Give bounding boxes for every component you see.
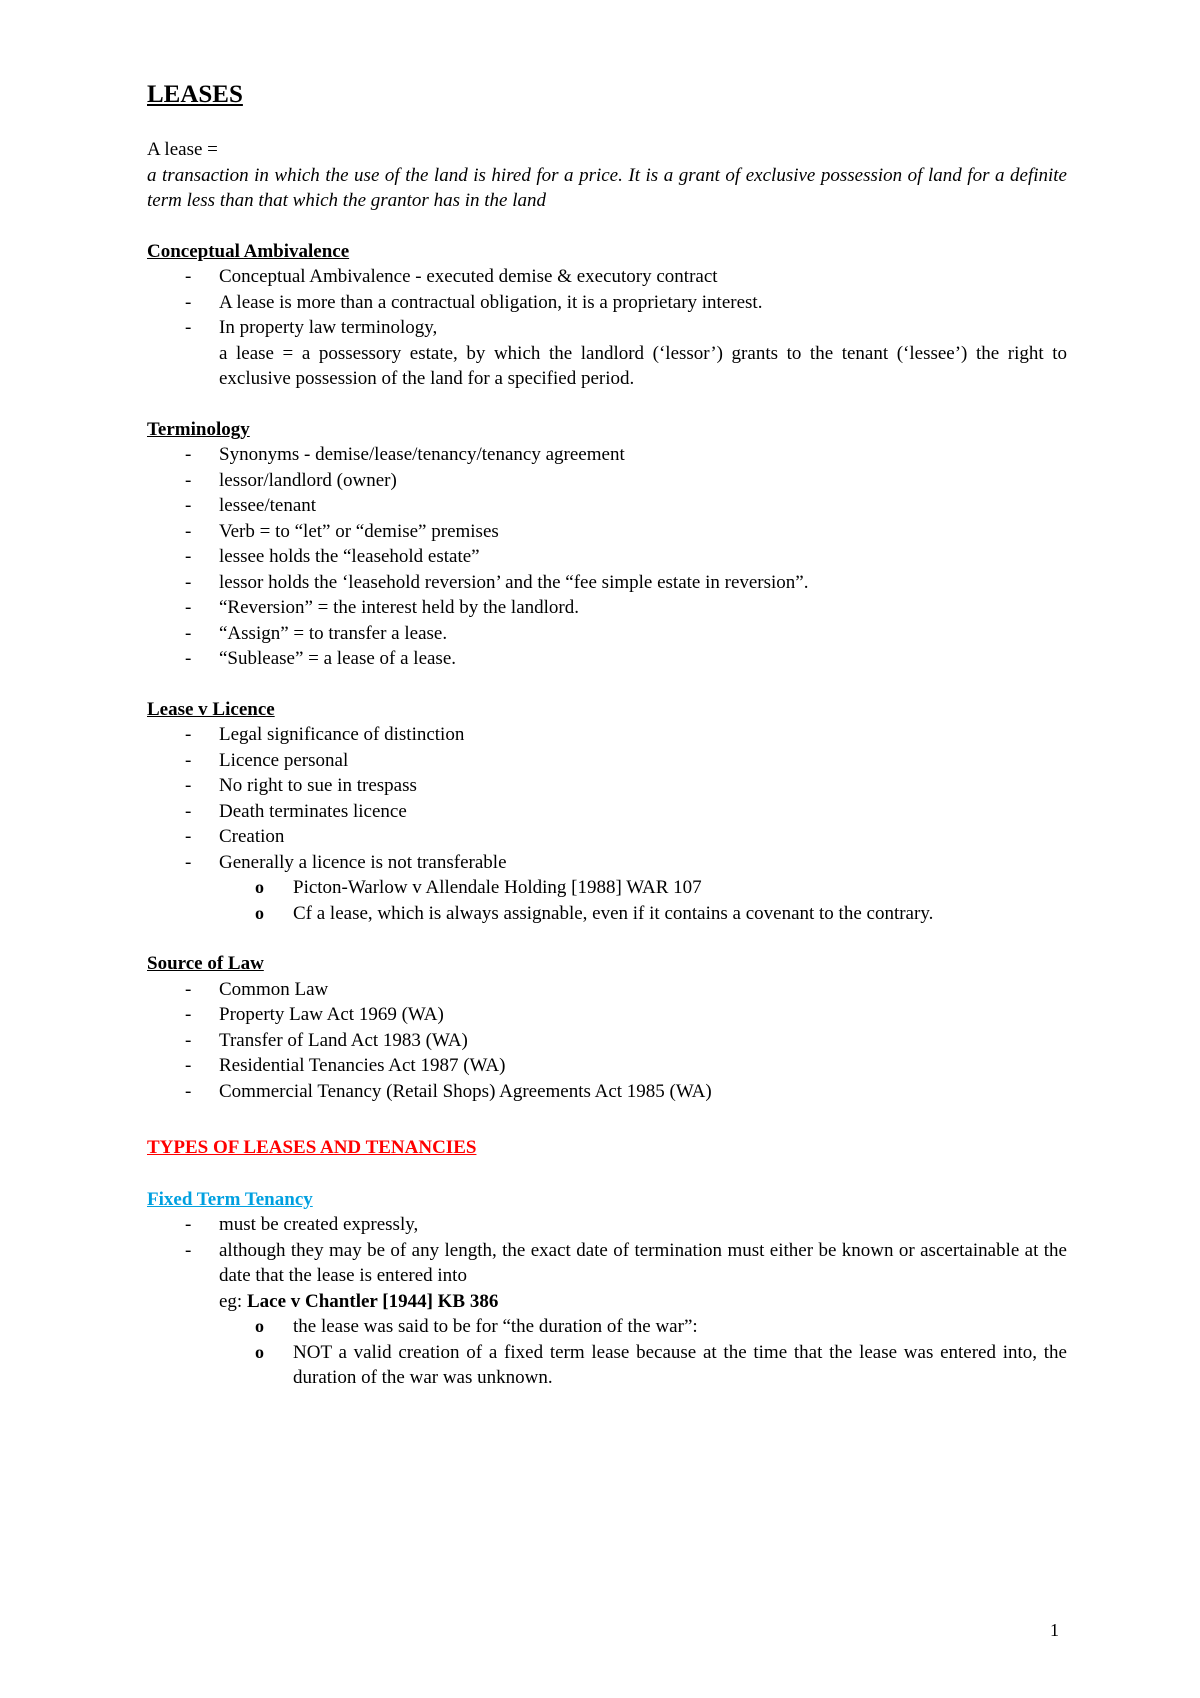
list-item: - Creation — [147, 824, 1067, 850]
list-item: - Residential Tenancies Act 1987 (WA) — [147, 1053, 1067, 1079]
section-heading: Source of Law — [147, 953, 264, 974]
section-conceptual-ambivalence — [147, 239, 1067, 392]
list-item: - Common Law — [147, 977, 1067, 1003]
list-item-line: - although they may be of any length, the exact date of termination must either be known or ascertainable at the date that the lease is entered into — [219, 1239, 1067, 1286]
sub-bullet-list — [219, 875, 1067, 926]
section-terminology — [147, 417, 1067, 672]
list-item: - No right to sue in trespass — [147, 773, 1067, 799]
list-item-line: a lease = a possessory estate, by which the landlord (‘lessor’) grants to the tenant (‘lessee’) the right to exclusive possession of the land for a specified period. — [219, 342, 1067, 389]
bullet-list — [147, 722, 1067, 926]
definition-text: a transaction in which the use of the land is hired for a price. It is a grant of exclusive possession of land for a definite term less than that which the grantor has in the land — [147, 164, 1067, 211]
sub-list-item: o Picton-Warlow v Allendale Holding [1988] WAR 107 — [147, 875, 1067, 901]
document-content — [147, 80, 1067, 1391]
bullet-list — [147, 442, 1067, 672]
list-item — [147, 850, 1067, 927]
section-heading: Terminology — [147, 418, 250, 440]
example-prefix: eg: — [219, 1290, 247, 1312]
list-item: - “Sublease” = a lease of a lease. — [147, 646, 1067, 672]
bullet-list — [147, 977, 1067, 1105]
list-item: - lessor/landlord (owner) — [147, 468, 1067, 494]
sub-list-item: o NOT a valid creation of a fixed term lease because at the time that the lease was entered into, the duration of the war was unknown. — [147, 1340, 1067, 1391]
list-item: - Death terminates licence — [147, 799, 1067, 825]
list-item: - “Assign” = to transfer a lease. — [147, 621, 1067, 647]
list-item: - must be created expressly, — [147, 1212, 1067, 1238]
list-item: - lessee holds the “leasehold estate” — [147, 544, 1067, 570]
list-item — [147, 1238, 1067, 1391]
page-title: LEASES — [147, 81, 243, 108]
list-item-line: - Generally a licence is not transferable — [219, 851, 507, 873]
list-item: - Transfer of Land Act 1983 (WA) — [147, 1028, 1067, 1054]
page-number: 1 — [1050, 1620, 1059, 1640]
section-heading: Conceptual Ambivalence — [147, 240, 350, 262]
list-item-line: - In property law terminology, — [219, 317, 438, 338]
section-heading: Lease v Licence — [147, 698, 275, 720]
case-citation: Lace v Chantler [1944] KB 386 — [246, 1290, 499, 1312]
bullet-list — [147, 1212, 1067, 1391]
list-item: - Commercial Tenancy (Retail Shops) Agreements Act 1985 (WA) — [147, 1079, 1067, 1105]
list-item: - lessee/tenant — [147, 493, 1067, 519]
section-source-of-law — [147, 951, 1067, 1104]
list-item: - Verb = to “let” or “demise” premises — [147, 519, 1067, 545]
list-item — [147, 315, 1067, 392]
definition-label: A lease = — [147, 139, 218, 160]
bullet-list — [147, 264, 1067, 392]
list-item: - “Reversion” = the interest held by the landlord. — [147, 595, 1067, 621]
list-item: - A lease is more than a contractual obligation, it is a proprietary interest. — [147, 290, 1067, 316]
list-item: - Property Law Act 1969 (WA) — [147, 1002, 1067, 1028]
types-heading: TYPES OF LEASES AND TENANCIES — [147, 1137, 477, 1158]
list-item: - Conceptual Ambivalence - executed demise & executory contract — [147, 264, 1067, 290]
example-line — [219, 1289, 1067, 1315]
section-lease-v-licence — [147, 697, 1067, 927]
list-item: - Synonyms - demise/lease/tenancy/tenancy agreement — [147, 442, 1067, 468]
list-item: - Licence personal — [147, 748, 1067, 774]
section-fixed-term-tenancy — [147, 1187, 1067, 1391]
list-item: - lessor holds the ‘leasehold reversion’ and the “fee simple estate in reversion”. — [147, 570, 1067, 596]
sub-list-item: o Cf a lease, which is always assignable, even if it contains a covenant to the contrary. — [147, 901, 1067, 927]
sub-list-item: o the lease was said to be for “the duration of the war”: — [147, 1314, 1067, 1340]
section-heading: Fixed Term Tenancy — [147, 1188, 313, 1210]
list-item: - Legal significance of distinction — [147, 722, 1067, 748]
sub-bullet-list — [219, 1314, 1067, 1391]
